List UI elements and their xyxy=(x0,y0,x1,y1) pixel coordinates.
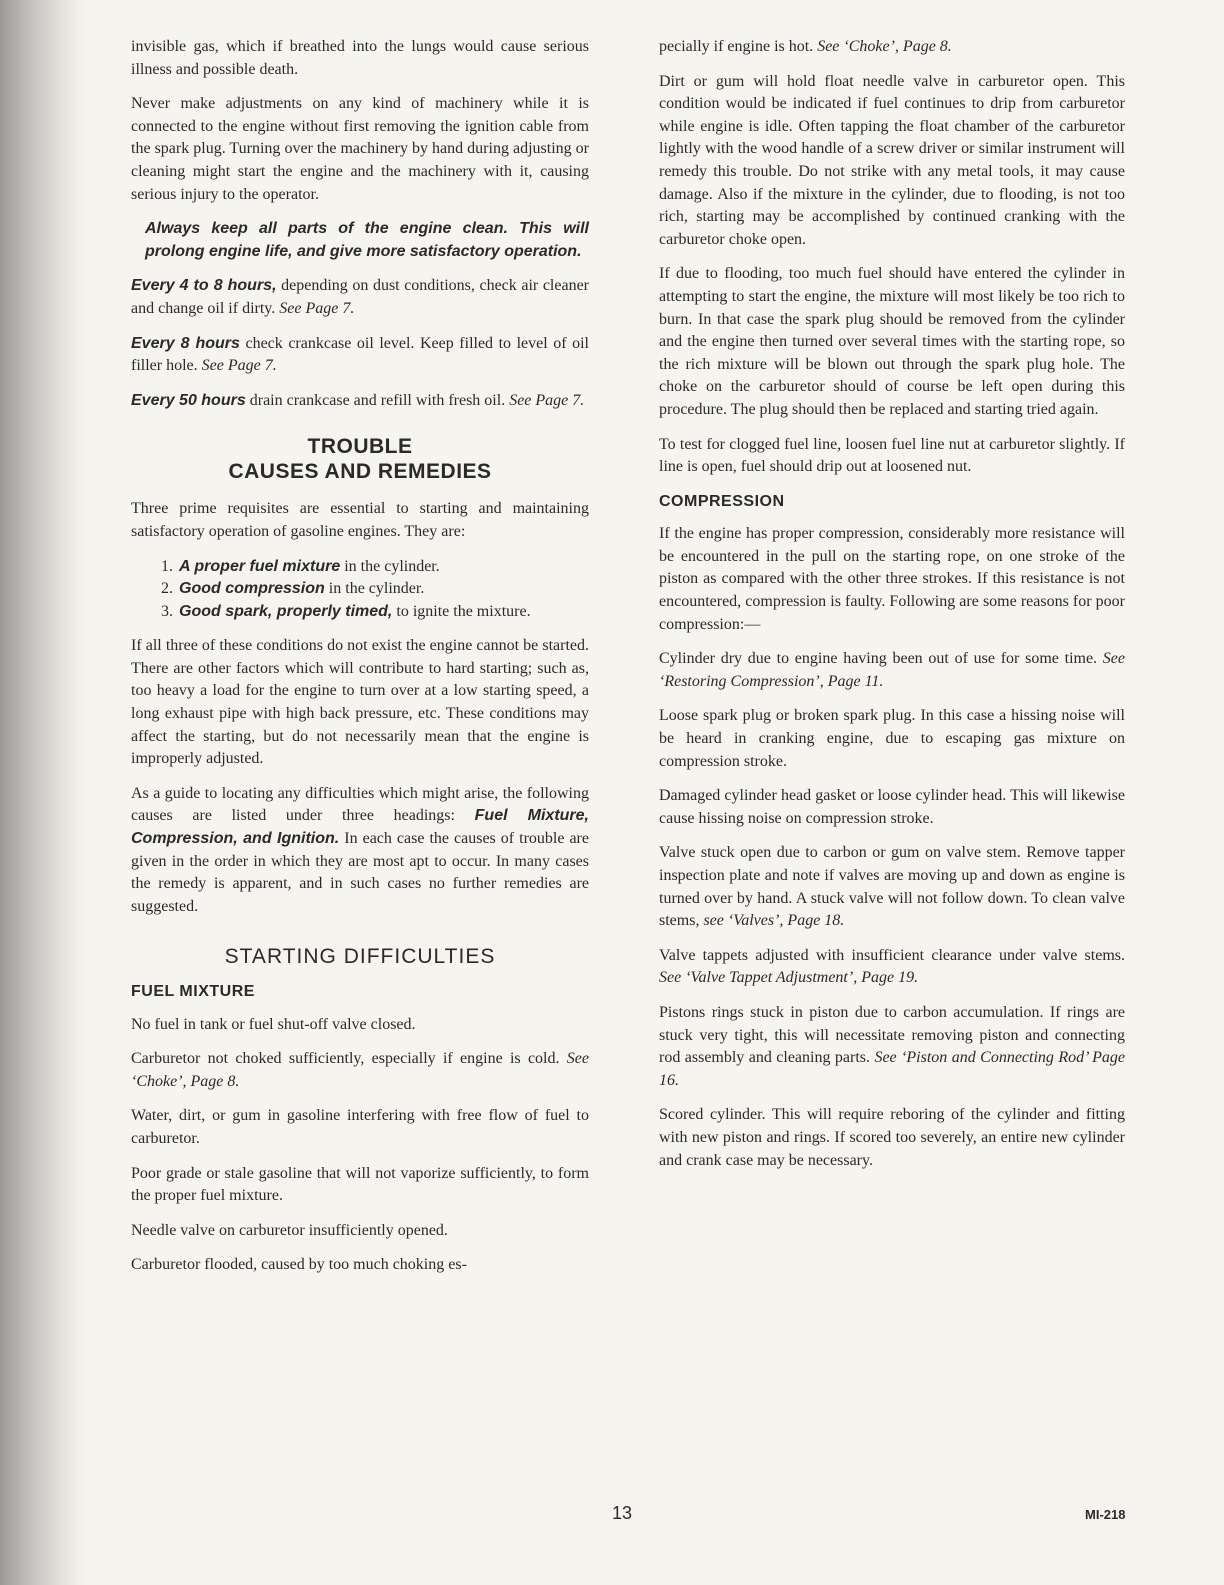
document-code: MI-218 xyxy=(1085,1507,1126,1522)
page-reference: See Page 7. xyxy=(509,391,585,409)
compression-cause-3: Damaged cylinder head gasket or loose cylinder head. This will likewise cause hissing noise on compression stroke. xyxy=(659,787,1125,827)
paragraph-guide: As a guide to locating any difficulties which might arise, the following causes are listed under three headings: Fuel Mixture, Compression, and Ignition. In each case the causes of trouble are given in the order in which they are most apt to occur. In many cases the remedy is apparent, and in such cases no further remedies are suggested. xyxy=(131,784,589,915)
page-reference: See ‘Restoring Compression’, Page 11. xyxy=(659,650,1125,690)
list-item: 1. A proper fuel mixture in the cylinder. xyxy=(177,556,589,579)
list-item: 3. Good spark, properly timed, to ignite the mixture. xyxy=(177,601,589,624)
trouble-heading: TROUBLE CAUSES AND REMEDIES xyxy=(228,435,492,484)
paragraph-conditions: If all three of these conditions do not exist the engine cannot be started. There are other factors which will contribute to hard starting; such as, too heavy a load for the engine to turn over at a low starting speed, a long exhaust pipe with high back pressure, etc. These conditions may affect the starting, but do not necessarily mean that the engine is improperly adjusted. xyxy=(131,637,589,768)
fuel-cause-2: Carburetor not choked sufficiently, especially if engine is cold. See ‘Choke’, Page 8. xyxy=(131,1050,589,1090)
interval-label: Every 4 to 8 hours, xyxy=(131,277,277,295)
page-number: 13 xyxy=(612,1503,633,1523)
compression-intro: If the engine has proper compression, considerably more resistance will be encountered in the pull on the starting rope, on one stroke of the piston as compared with the other three strokes. If this resistance is not encountered, compression is faulty. Following are some reasons for poor compression:— xyxy=(659,525,1125,633)
right-column xyxy=(659,36,1125,1184)
page-reference: See ‘Valve Tappet Adjustment’, Page 19. xyxy=(659,969,919,987)
maintenance-oil-change: Every 50 hours drain crankcase and refill with fresh oil. See Page 7. xyxy=(131,391,585,409)
flooding-paragraph: If due to flooding, too much fuel should have entered the cylinder in attempting to start the engine, the mixture will most likely be too rich to burn. In that case the spark plug should be removed from the cylinder and the engine then turned over several times with the starting rope, so the rich mixture will be blown out through the spark plug hole. The choke on the carburetor should of course be left open during this procedure. The plug should then be replaced and starting tried again. xyxy=(659,265,1125,418)
fuel-line-paragraph: To test for clogged fuel line, loosen fuel line nut at carburetor slightly. If line is open, fuel should drip out at loosened nut. xyxy=(659,435,1125,476)
fuel-mixture-heading: FUEL MIXTURE xyxy=(131,983,255,1000)
left-column xyxy=(131,36,589,1289)
paragraph-adjustment-warning: Never make adjustments on any kind of machinery while it is connected to the engine without first removing the ignition cable from the spark plug. Turning over the machinery by hand during adjusting or cleaning might start the engine and the machinery with it, causing serious injury to the operator. xyxy=(131,95,589,203)
fuel-cause-6: Carburetor flooded, caused by too much choking es- xyxy=(131,1256,467,1274)
interval-label: Every 50 hours xyxy=(131,391,246,409)
page-reference: See Page 7. xyxy=(279,299,355,317)
clean-engine-note: Always keep all parts of the engine clean. This will prolong engine life, and give more satisfactory operation. xyxy=(145,220,589,260)
compression-cause-5: Valve tappets adjusted with insufficient clearance under valve stems. See ‘Valve Tappet Adjustment’, Page 19. xyxy=(659,946,1125,987)
compression-cause-6: Pistons rings stuck in piston due to carbon accumulation. If rings are stuck very tight, this will necessitate removing piston and connecting rod assembly and cleaning parts. See ‘Piston and Connecting Rod’ Page 16. xyxy=(659,1003,1125,1089)
fuel-cause-1: No fuel in tank or fuel shut-off valve closed. xyxy=(131,1015,416,1033)
maintenance-air-cleaner: Every 4 to 8 hours, depending on dust conditions, check air cleaner and change oil if dirty. See Page 7. xyxy=(131,277,590,317)
requisites-list xyxy=(131,556,589,624)
interval-label: Every 8 hours xyxy=(131,334,240,352)
compression-heading: COMPRESSION xyxy=(659,492,785,510)
requisites-intro: Three prime requisites are essential to starting and maintaining satisfactory operation of gasoline engines. They are: xyxy=(131,500,589,540)
maintenance-oil-level: Every 8 hours check crankcase oil level. Keep filled to level of oil filler hole. See Page 7. xyxy=(131,334,589,375)
page-binding-shadow xyxy=(0,0,90,1585)
float-needle-paragraph: Dirt or gum will hold float needle valve in carburetor open. This condition would be indicated if fuel continues to drip from carburetor while engine is idle. Often tapping the float chamber of the carburetor lightly with the wood handle of a screw driver or similar instrument will remedy this trouble. Do not strike with any metal tools, it may cause damage. Also if the mixture in the cylinder, due to flooding, is not too rich, starting may be accomplished by continued cranking with the carburetor choke open. xyxy=(659,72,1125,248)
page-reference: See ‘Choke’, Page 8. xyxy=(131,1050,589,1090)
fuel-cause-6-continued: pecially if engine is hot. See ‘Choke’, Page 8. xyxy=(659,38,952,55)
compression-cause-7: Scored cylinder. This will require reboring of the cylinder and fitting with new piston and rings. If scored too severely, an entire new cylinder and crank case may be necessary. xyxy=(659,1106,1125,1169)
page-reference: see ‘Valves’, Page 18. xyxy=(703,912,845,930)
paragraph-toxic-gas: invisible gas, which if breathed into the lungs would cause serious illness and possible death. xyxy=(131,38,589,78)
fuel-cause-5: Needle valve on carburetor insufficiently opened. xyxy=(131,1221,448,1239)
page-reference: See ‘Piston and Connecting Rod’ Page 16. xyxy=(659,1049,1125,1089)
page-reference: See ‘Choke’, Page 8. xyxy=(817,38,952,55)
compression-cause-2: Loose spark plug or broken spark plug. In this case a hissing noise will be heard in cranking engine, due to escaping gas mixture on compression stroke. xyxy=(659,707,1125,770)
fuel-cause-3: Water, dirt, or gum in gasoline interfering with free flow of fuel to carburetor. xyxy=(131,1107,589,1147)
compression-cause-1: Cylinder dry due to engine having been out of use for some time. See ‘Restoring Compression’, Page 11. xyxy=(659,650,1125,690)
compression-cause-4: Valve stuck open due to carbon or gum on valve stem. Remove tapper inspection plate and note if valves are moving up and down as engine is turned over by hand. A stuck valve will not follow down. To clean valve stems, see ‘Valves’, Page 18. xyxy=(659,844,1125,930)
page-reference: See Page 7. xyxy=(201,357,277,375)
list-item: 2. Good compression in the cylinder. xyxy=(177,578,589,601)
fuel-cause-4: Poor grade or stale gasoline that will not vaporize sufficiently, to form the proper fuel mixture. xyxy=(131,1164,589,1205)
starting-difficulties-heading: STARTING DIFFICULTIES xyxy=(224,945,496,969)
